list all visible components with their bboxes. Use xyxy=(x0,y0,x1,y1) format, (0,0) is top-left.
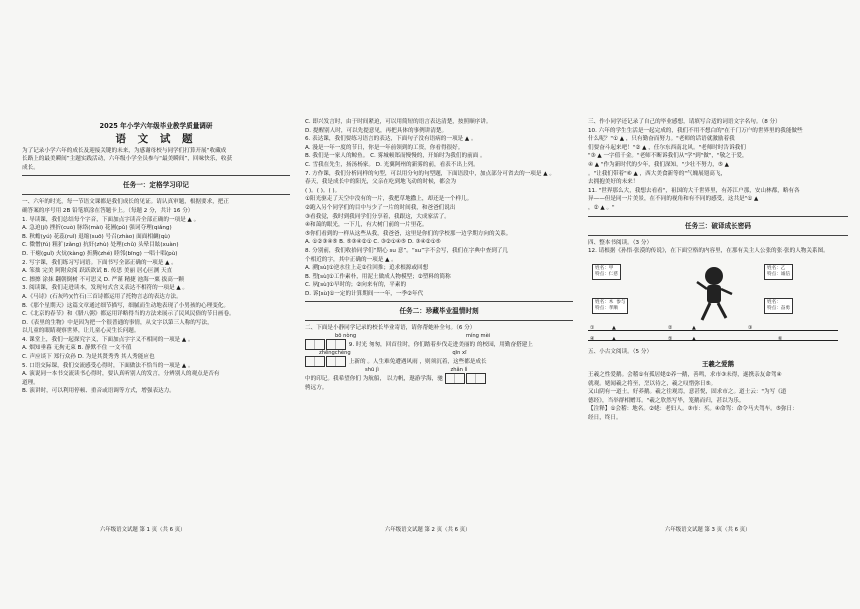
question-line: D. 诉[sù]①一定的计算期间一一年，一季②年代 xyxy=(305,290,424,297)
blank-marker: ▲ xyxy=(692,324,696,331)
blank-label: ② xyxy=(668,324,673,331)
question-line xyxy=(305,339,573,350)
question-line: 去拥抱美好的未来！ xyxy=(588,179,639,186)
character-card: 姓名：乙 特点：诚信 xyxy=(764,264,793,280)
divider xyxy=(22,175,290,176)
question-line: C. 夙[sù]①早时的；②向来有的，平素的 xyxy=(305,282,407,289)
blank-marker: ▲ xyxy=(612,335,616,342)
intro-line: 为了记录小学六年的成长及迎接关键的未来，为感谢母校与同学们打算开展“收藏成 xyxy=(22,147,227,154)
answer-grid[interactable] xyxy=(445,373,465,384)
answer-grid[interactable] xyxy=(326,356,346,367)
question-line: 6. 表达课，我们要练习语言的表达，下面句子没有语病的一项是 ▲ 。 xyxy=(305,136,477,143)
question-line: A. 漫是一年一度的节日，你是一年前领到的工资，你看得很好。 xyxy=(305,144,464,151)
task-3-heading: 任务三：破译成长密码 xyxy=(685,221,751,230)
page-1 xyxy=(22,118,290,518)
question-line: 。"让我们带着"⑥ ▲ ，西大美食新等的"气魄展翅高飞， xyxy=(588,170,727,177)
question-line: 2. 写字课，我们练习写词语。下面书写全部正确的一项是 ▲ 。 xyxy=(22,259,177,266)
blank-label: ③ xyxy=(748,324,753,331)
question-line: 1. 导读课，我们总结每个字音，下面加点字读音全部正确的一项是 ▲ 。 xyxy=(22,216,200,223)
character-card: 姓名： 特点：奋勇 xyxy=(764,298,793,314)
question-line: 什么呢？"① ▲ ，只有勤奋而努力。"老师的话语就激励着我 xyxy=(588,136,735,143)
question-line: D.《表里的生物》中是因为把一个很普通的事情，从文字以第三人称的写法， xyxy=(22,319,213,326)
timeline xyxy=(588,340,838,341)
question-line: A. 笨拙 完美 阿附众阅 跃跃欲试 B. 传思 美丽 居心叵测 天直 xyxy=(22,268,173,275)
classical-line: 又山阴有一道士，好养鹅。羲之往观焉，意甚悦，固求市之。道士云："为写《道 xyxy=(588,389,787,396)
question-line: 10. 六年的学生生活是一起完成的，我们不用不想白的"在千门万户的世界里的我能做些 xyxy=(588,127,803,134)
divider xyxy=(22,194,290,195)
question-line: 11. "世界那么大，我想去看看"，祖国的大千世界里，有苏江户那，安山林都，略有各 xyxy=(588,187,800,194)
question-text: 上新的 。人生难免遭遇风雨 ，则须沉着，这些都是成长 xyxy=(348,359,487,366)
question-line: A. 急迫(jí) 挫折(cuò) 脉络(mài) 花圃(pǔ) 强词夺理(qiǎng) xyxy=(22,225,172,232)
question-line: C. 微憎(fú) 粗犷(zǎng) 抗奸(zhù) 处理(chǔ) 头晕目眩(xuàn) xyxy=(22,242,179,249)
question-line: 7. 方作课，我们分析同样的句型，可以用分句的句型题，下面语段中，加点部分可省去的一项是 ▲ 。 xyxy=(305,170,555,177)
page-footer: 六年级语文试题 第 1 页（共 6 页） xyxy=(100,527,186,533)
question-line: A. 演说同一本书交流读书心得时，要认真听别人的发言，分辨别人的观点是否有 xyxy=(22,371,220,378)
question-line xyxy=(305,373,573,384)
question-line: 以儿童的眼睛观察世界，让儿童心灵生长问题。 xyxy=(22,328,140,335)
question-line: ④ ▲ "作为新时代的少年，我们深知，"少壮不努力，⑤ ▲ xyxy=(588,161,729,168)
blank-label: ⑥ xyxy=(778,335,783,342)
character-card: 姓名：木 参与 特点：孝顺 xyxy=(592,298,628,314)
question-line: 二、下面是小静同学记录的校长毕业寄语，请你帮她补全句。（6 分） xyxy=(305,325,476,332)
pinyin: míng mèi xyxy=(465,333,491,340)
pinyin: zhēngchéng xyxy=(319,350,351,357)
question-line: 春天，我是成长中的阳光，父亲在吃到地飞动的时候，都会为 xyxy=(305,179,457,186)
relationship-diagram xyxy=(588,258,848,346)
intro-line: 成长。 xyxy=(22,164,39,171)
question-line: 3. 阅读课，我们走进读本，发现句式含义表达不相符的一项是 ▲ 。 xyxy=(22,285,189,292)
question-line: C. 声应谈下 郑行众孙 D. 为是其贤秀秀 其人秀能应也 xyxy=(22,354,155,361)
question-line: 五、小古文阅读。（5 分） xyxy=(588,348,653,355)
pinyin: bō nòng xyxy=(335,333,357,340)
blank-label: ④ xyxy=(590,335,595,342)
question-line: D. 提醒别人时，可以先提意见，再把具体的事例讲清楚。 xyxy=(305,127,448,134)
question-line: C.《北京的春节》和《腊八粥》都运用详略得当的方法来展示了民风民俗的节日画卷。 xyxy=(22,311,235,318)
question-line: A.《马诗》(石灰吟)(竹石)三首诗都运用了托物言志的表达方法。 xyxy=(22,293,182,300)
divider xyxy=(305,320,573,321)
blank-marker: ▲ xyxy=(612,324,616,331)
question-text: 中的印记。我希望你们 为航船， 以力帆，遨游学海，驰 xyxy=(305,376,443,383)
classical-line: 德经》，当举群相赠耳。"羲之欣然写毕，笼鹅而归，甚以为乐。 xyxy=(588,397,745,404)
question-line: ，② ▲ 。" xyxy=(588,204,615,211)
question-line: ①阳光驱走了天空中没有的一片，我把草地撒上，却还是一个样儿。 xyxy=(305,196,473,203)
classical-text-title: 王羲之爱鹅 xyxy=(702,360,734,369)
question-line: A. ①②③④⑤ B. ⑤③④②① C. ③②①④⑤ D. ③④②①⑤ xyxy=(305,239,441,246)
question-text: 9. 时光 匆匆，回首往时，你们踏着步伐走进美丽的 的校园，用勤奋搭建上 xyxy=(348,342,533,349)
task-2-heading: 任务二：珍藏毕业温情时刻 xyxy=(399,307,479,316)
question-line: ⑤你们看到的一样从这些从我，我爸爸，这里是你们的学校那一边学期方向的关系。 xyxy=(305,230,512,237)
question-line: 个相近的字，其中正确的一项是 ▲ 。 xyxy=(305,256,397,263)
question-line: 4. 课堂上，我们一起探究字义，下面加点字字义不相同的一项是 ▲ 。 xyxy=(22,336,194,343)
question-line: C. 雪我在先生，扬汤杨家。 D. 光翼阿州的新雾的前，看表不出上列。 xyxy=(305,161,479,168)
task-1-heading: 任务一：定格学习印记 xyxy=(123,181,189,190)
classical-line: 经日，终日。 xyxy=(588,414,622,421)
answer-grid[interactable] xyxy=(466,373,486,384)
question-line: 们要奋斗起来吧！"② ▲ ，任尔东西南北风。"老师时时告诉我们 xyxy=(588,144,746,151)
question-line: ②跑入另个同学们的目中与少了一片的时间我，和爸爸们说出 xyxy=(305,204,456,211)
question-line: 异——但是同一片美景，在不同的视角和有不同的感受，这共是"① ▲ xyxy=(588,196,759,203)
question-line: D. 干瘪(guǐ) 火炕(kàng) 折腾(zhé) 睦邻(bīng) 一唱十唱(pù) xyxy=(22,250,178,257)
pinyin: shū jì xyxy=(365,367,379,374)
question-line: 确答案的序号用 2B 铅笔填涂在答题卡上。（每题 2 分，共计 16 分） xyxy=(22,207,194,214)
classical-line: 【注释】①会稽：地名。②姥：老妇人。③市：买。④命驾：命令马夫驾车。⑤弥日： xyxy=(588,406,798,413)
blank-label: ⑤ xyxy=(668,335,673,342)
divider xyxy=(305,301,573,302)
intro-line: 长路上的最美瞬间”主题实践活动，六年级小学全员参与“最美瞬间”，回味快乐，收获 xyxy=(22,156,233,163)
question-line: 5. 口语交际课，我们交流感受心得时，下面做法不恰当的一项是 ▲ 。 xyxy=(22,362,194,369)
classical-line: 王羲之性爱鹅。会稽①有孤居姥②养一鹅，善鸣，求市③未得，遂携亲友命驾④ xyxy=(588,371,782,378)
answer-grid[interactable] xyxy=(305,339,325,350)
page-3 xyxy=(588,118,848,518)
question-line: B. 秋蟾(yú) 花蕊(ruǐ) 退缩(suō) 号召(zhào) 面面相觑(qù) xyxy=(22,233,171,240)
question-line: B. 塑[sù]①工作素朴，用泥土做成人物模型；②塑料的简称 xyxy=(305,273,451,280)
question-line: 四、整本书阅读。（3 分） xyxy=(588,239,653,246)
question-line: ( )。( )。( )。 xyxy=(305,187,341,194)
question-line: A. 溯[sù]①逆水往上走②往回推；追求根源或回想 xyxy=(305,265,429,272)
question-line: A. 烟知垂暮 无拘无束 B. 静默不住 一文不值 xyxy=(22,345,132,352)
page-footer: 六年级语文试题 第 2 页（共 6 页） xyxy=(385,527,471,533)
question-line: 一、六年的时光，每一节语文课都是我们成长的见证。请认真审题，根据要求，把正 xyxy=(22,199,229,206)
character-card: 姓名：甲 特点：仁慈 xyxy=(592,264,621,280)
question-line: B.《那个星期天》这篇文章通过细节描写，细腻而生动地表现了小男孩的心理变化。 xyxy=(22,302,229,309)
answer-grid[interactable] xyxy=(326,339,346,350)
answer-grid[interactable] xyxy=(305,356,325,367)
question-line: ④和蔼的眼光，一下儿，有大树门前的一片里花。 xyxy=(305,222,428,229)
question-line: "③ ▲ 一字值千金。"老师不断诉我们从"学"到"做"，"敬之于爱， xyxy=(588,153,748,160)
question-line: B. 我们是一家人的鲸鱼。 C. 雾城顿郑而慢慢的，开始时为我们的前面 。 xyxy=(305,153,486,160)
exam-header: 2025 年小学六年级毕业教学质量调研 xyxy=(99,122,213,130)
blank-marker: ▲ xyxy=(692,335,696,342)
question-line: C. 即兴发言时，由于时间紧迫，可以用简短的语言表达清楚，按照顺序讲。 xyxy=(305,119,492,125)
pinyin: qīn xī xyxy=(452,350,467,357)
page-2 xyxy=(305,118,573,518)
question-line: 三、作小同学还记录了自己的毕业感想，请填写合适的词语文字名句。（8 分） xyxy=(588,119,781,125)
timeline xyxy=(588,330,838,331)
question-line: C. 擦擦 涂抹 翻朝倒树 不可思义 D. 严谨 精捷 池海一粟 拔高一颗 xyxy=(22,276,185,283)
question-line: 12. 请根据《孙悟·张漠的传说》，在下面空格的内容里，在那有关主人公张的张·张的人物关系图。 xyxy=(588,248,829,255)
running-figure-icon xyxy=(694,262,734,324)
question-line: B. 演讲时，可以利用停顿、重音或语调等方式，增强表达力。 xyxy=(22,388,175,395)
pinyin: zhǎn lì xyxy=(450,367,468,374)
divider xyxy=(588,235,848,236)
divider xyxy=(588,216,848,217)
paper-title: 语 文 试 题 xyxy=(115,132,197,145)
question-line: 道理。 xyxy=(22,379,39,386)
question-line: 骋远方。 xyxy=(305,385,328,392)
blank-label: ① xyxy=(590,324,595,331)
question-line: 8. 分别前，我们收拾同学们“期心 su 意”。“su”字不会写，我们在字典中查到了几 xyxy=(305,247,508,254)
question-line: ③看我觉，我时到我同学们分享着，我跟这，大成家活了。 xyxy=(305,213,450,220)
classical-line: 就观。姥闻羲之将至，烹以待之，羲之叹惜弥日⑤。 xyxy=(588,380,717,387)
page-footer: 六年级语文试题 第 3 页（共 6 页） xyxy=(665,527,751,533)
question-line xyxy=(305,356,573,367)
